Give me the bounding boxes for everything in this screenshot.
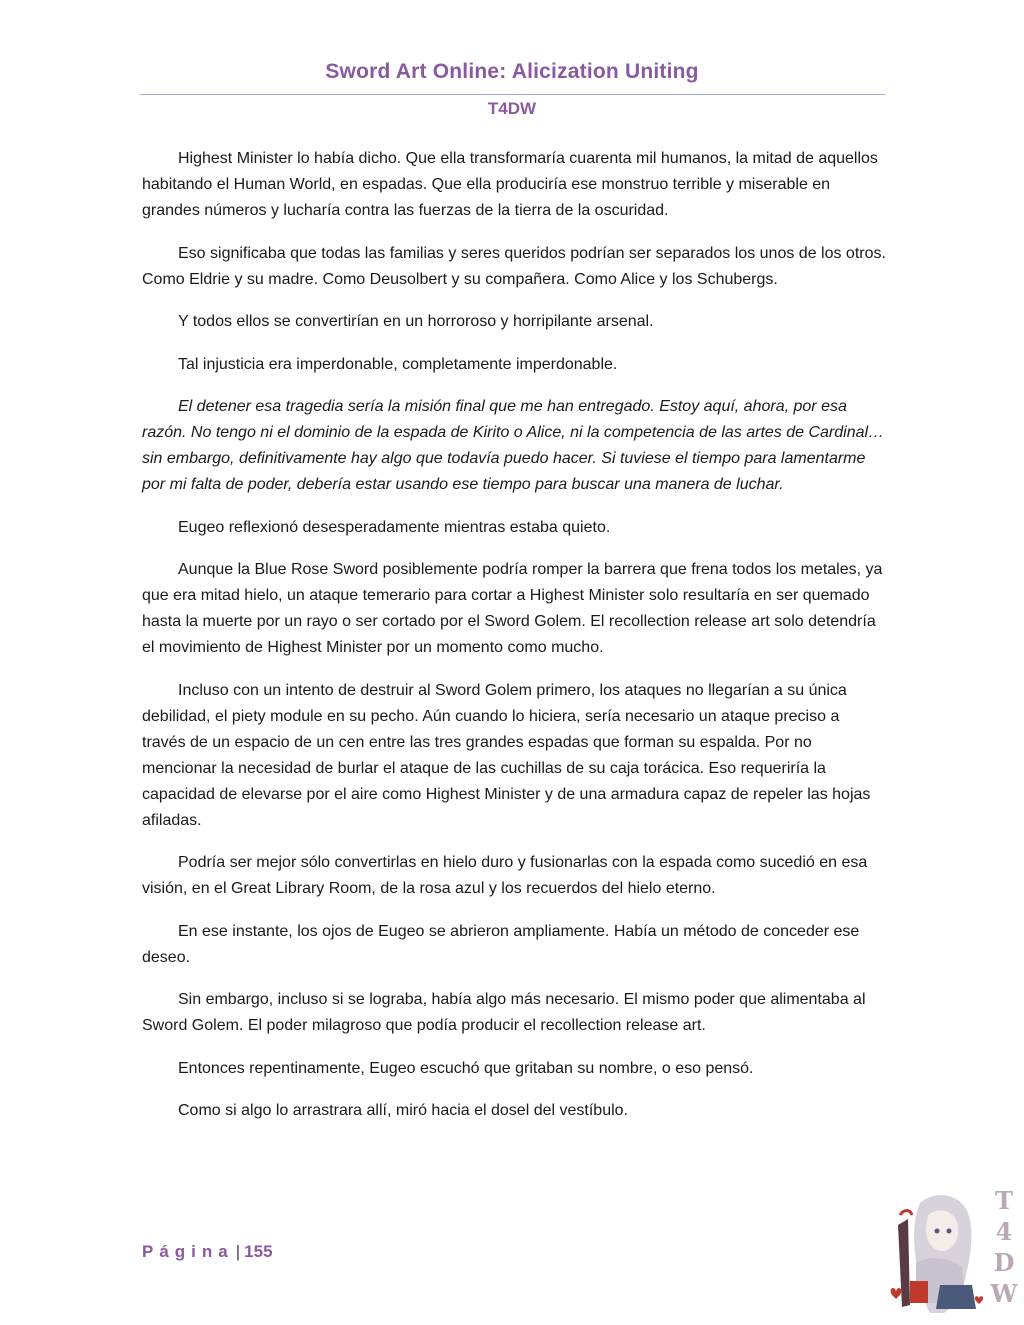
paragraph: Tal injusticia era imperdonable, completamente imperdonable. bbox=[178, 355, 618, 373]
document-subtitle: T4DW bbox=[487, 99, 537, 118]
logo-letter: T bbox=[995, 1186, 1013, 1215]
document-title: Sword Art Online: Alicization Uniting bbox=[325, 60, 699, 83]
paragraph: Eso significaba que todas las familias y seres queridos podrían ser separados los unos de los otros. Como Eldrie y su madre. Como Deusolbert y su compañera. Como Alice y los Schubergs. bbox=[142, 244, 886, 288]
page-footer bbox=[142, 1242, 273, 1262]
body-text bbox=[142, 146, 887, 1141]
paragraph-italic: El detener esa tragedia sería la misión final que me han entregado. Estoy aquí, ahora, por esa razón. No tengo ni el dominio de la espada de Kirito o Alice, ni la competencia de las artes de Cardinal… sin embargo, definitivamente hay algo que todavía puedo hacer. Si tuviese el tiempo para lamentarme por mi falta de poder, debería estar usando ese tiempo para buscar una manera de luchar. bbox=[142, 398, 885, 493]
page-number: 155 bbox=[244, 1242, 273, 1261]
paragraph: Eugeo reflexionó desesperadamente mientras estaba quieto. bbox=[178, 518, 611, 536]
logo-letter: W bbox=[990, 1279, 1018, 1308]
paragraph: Como si algo lo arrastrara allí, miró hacia el dosel del vestíbulo. bbox=[178, 1102, 628, 1119]
paragraph: Aunque la Blue Rose Sword posiblemente podría romper la barrera que frena todos los metales, ya que era mitad hielo, un ataque temerario para cortar a Highest Minister solo resultaría en ser quemado hasta la muerte por un rayo o ser cortado por el Sword Golem. El recollection release art solo detendría el movimiento de Highest Minister por un momento como mucho. bbox=[142, 561, 883, 656]
paragraph: Entonces repentinamente, Eugeo escuchó que gritaban su nombre, o eso pensó. bbox=[178, 1059, 754, 1077]
logo-illustration-icon bbox=[880, 1185, 990, 1320]
header-divider bbox=[140, 94, 885, 95]
paragraph: Sin embargo, incluso si se lograba, había algo más necesario. El mismo poder que alimentaba al Sword Golem. El poder milagroso que podía producir el recollection release art. bbox=[142, 991, 866, 1034]
paragraph: Podría ser mejor sólo convertirlas en hielo duro y fusionarlas con la espada como sucedió en esa visión, en el Great Library Room, de la rosa azul y los recuerdos del hielo eterno. bbox=[142, 854, 868, 897]
paragraph: Highest Minister lo había dicho. Que ella transformaría cuarenta mil humanos, la mitad de aquellos habitando el Human World, en espadas. Que ella produciría ese monstruo terrible y miserable en grandes números y lucharía contra las fuerzas de la tierra de la oscuridad. bbox=[142, 150, 878, 219]
page-label: Página bbox=[142, 1242, 234, 1261]
logo-letters bbox=[988, 1185, 1020, 1309]
paragraph: En ese instante, los ojos de Eugeo se abrieron ampliamente. Había un método de conceder ese deseo. bbox=[142, 922, 860, 966]
paragraph: Incluso con un intento de destruir al Sword Golem primero, los ataques no llegarían a su única debilidad, el piety module en su pecho. Aún cuando lo hiciera, sería necesario un ataque preciso a través de un espacio de un cen entre las tres grandes espadas que forman su espalda. Por no mencionar la necesidad de burlar el ataque de las cuchillas de su caja torácica. Eso requeriría la capacidad de elevarse por el aire como Highest Minister y de una armadura capaz de repeler las hojas afiladas. bbox=[142, 681, 871, 829]
t4dw-logo bbox=[880, 1185, 1020, 1320]
page-separator: | bbox=[235, 1242, 241, 1261]
paragraph: Y todos ellos se convertirían en un horroroso y horripilante arsenal. bbox=[178, 313, 654, 330]
logo-letter: D bbox=[993, 1248, 1015, 1277]
logo-letter: 4 bbox=[995, 1217, 1013, 1246]
